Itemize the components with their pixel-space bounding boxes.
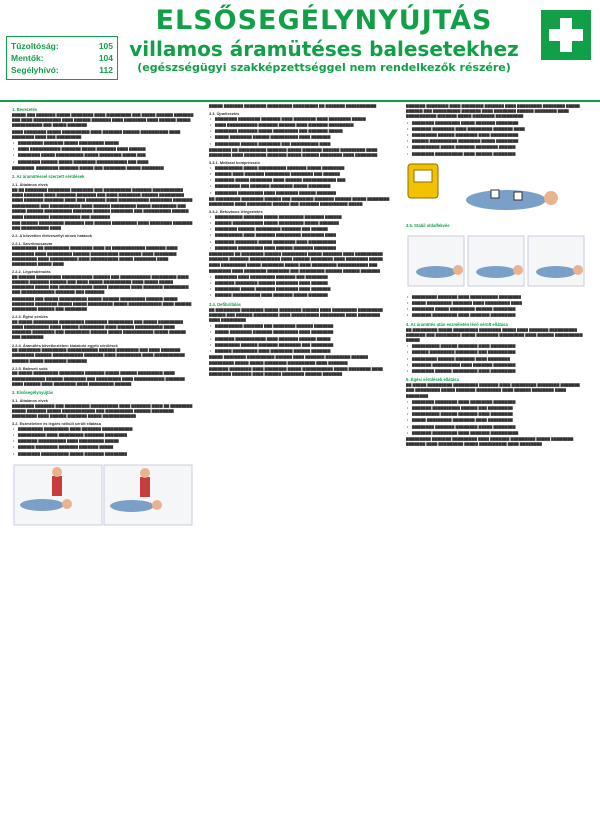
section-heading: 3.4. Defibrillálás (209, 301, 241, 307)
phone-row-ambulance (11, 52, 113, 64)
subsection-heading: 2.1. Általános elvek (12, 182, 48, 188)
phone-label: Mentők: (11, 53, 44, 63)
subsection-heading: 3.3.2. Befúvásos lélegeztetés (209, 209, 263, 215)
title-line-1: ELSŐSEGÉLYNYÚJTÁS (155, 5, 493, 36)
phone-row-emergency (11, 64, 113, 76)
poster-title (118, 6, 530, 75)
section-heading: 4. Az áramütés után eszméletén lévő sérült ellátása (406, 321, 508, 327)
figure-row (406, 160, 588, 220)
recovery-position-illustration (406, 232, 588, 292)
column-2: ▇▇▇▇▇ ▇▇▇▇▇▇▇ ▇▇▇▇▇▇▇▇ ▇▇▇▇▇▇▇▇▇ ▇▇▇▇▇▇▇▇▇ ▇▇ ▇▇▇▇▇▇▇ ▇▇▇▇▇▇▇▇▇▇▇ 3.3. Újraélesztés • ▇▇▇▇▇▇▇▇ ▇▇▇▇▇▇▇▇ ▇▇▇▇▇▇▇ ▇▇▇▇ ▇▇▇▇▇▇▇▇ ▇▇▇▇ ▇▇▇▇▇▇▇▇ ▇▇▇▇▇ • ▇▇▇▇ ▇▇▇▇▇▇▇▇▇▇▇ ▇▇▇▇▇▇▇ ▇▇▇▇▇▇ ▇▇▇▇ ▇▇▇▇▇▇▇ ▇▇▇▇▇▇▇▇▇ • ▇▇▇▇▇▇▇▇ ▇▇▇▇▇▇▇ ▇▇▇▇▇ ▇▇▇▇▇▇▇▇▇ ▇▇▇ ▇▇▇▇▇▇▇ ▇▇▇▇▇ • ▇▇▇▇▇ ▇▇▇▇▇▇▇▇ ▇▇▇▇▇▇ ▇▇▇▇▇▇▇▇▇▇ ▇▇▇▇ ▇▇▇▇▇▇▇ • ▇▇▇▇▇▇▇▇▇ ▇▇▇▇▇▇ ▇▇▇▇▇▇▇▇ ▇▇▇ ▇▇▇▇▇▇▇▇▇▇ ▇▇▇▇ ▇▇▇▇▇▇▇▇ ▇▇ ▇▇▇▇▇▇▇▇▇▇ ▇▇▇▇▇▇▇ ▇▇▇▇▇ ▇▇▇▇▇▇▇ ▇▇▇▇▇▇ ▇▇▇▇▇▇▇▇▇ ▇▇▇▇ ▇▇▇▇▇▇▇▇ ▇▇▇▇ ▇▇▇▇▇▇▇▇ ▇▇▇▇▇▇▇ ▇▇▇▇▇ ▇▇▇▇▇▇ ▇▇▇▇▇▇▇▇ ▇▇▇▇ ▇▇▇▇▇▇▇▇ 3.3.1. Mellkasi kompresszió • ▇▇▇▇▇▇▇▇▇▇ ▇▇▇▇▇ ▇▇▇▇▇▇▇▇▇▇ ▇▇▇▇▇▇▇ ▇▇▇▇▇ ▇▇▇▇▇▇▇▇ • ▇▇▇▇▇▇ ▇▇▇▇ ▇▇▇▇▇▇▇ ▇▇▇▇▇▇▇▇▇ ▇▇▇▇▇▇▇▇ ▇▇▇ ▇▇▇▇▇▇ • ▇▇▇▇▇▇▇ ▇▇▇▇▇ ▇▇▇▇▇▇▇▇ ▇▇▇▇ ▇▇▇▇▇▇ ▇▇▇▇▇▇▇▇▇▇▇▇ ▇▇▇ • ▇▇▇▇▇▇▇▇▇ ▇▇▇ ▇▇▇▇▇▇▇ ▇▇▇▇▇▇▇▇ ▇▇▇▇▇ ▇▇▇▇▇▇▇▇ • ▇▇▇▇▇▇▇▇ ▇▇▇▇▇▇▇▇▇ ▇▇▇▇ ▇▇▇▇▇▇▇▇ ▇▇▇▇▇▇ ▇▇▇▇▇▇▇ ▇▇ ▇▇▇▇▇▇▇▇▇ ▇▇▇▇▇▇▇▇ ▇▇▇▇▇▇ ▇▇▇ ▇▇▇▇▇▇▇▇ ▇▇▇▇▇▇▇ ▇▇▇▇▇▇ ▇▇▇▇▇ ▇▇▇▇▇▇▇▇ ▇▇▇▇▇▇▇▇▇ ▇▇▇▇ ▇▇▇▇▇▇▇▇▇ ▇▇▇▇▇▇ ▇▇▇ ▇▇▇▇▇▇▇ ▇▇▇▇▇▇▇▇▇▇ ▇▇▇▇▇ 3.3.2. Befúvásos lélegeztetés • ▇▇▇▇▇▇▇▇▇▇ ▇▇▇▇▇▇▇ ▇▇▇▇▇ ▇▇▇▇▇▇▇▇▇ ▇▇▇▇▇▇▇ ▇▇▇▇▇▇ • ▇▇▇▇▇▇ ▇▇▇▇▇▇▇▇▇▇▇ ▇▇▇▇▇ ▇▇▇▇▇▇▇▇▇ ▇▇▇▇▇ ▇▇▇▇▇▇▇ • ▇▇▇▇▇▇▇▇ ▇▇▇▇▇▇ ▇▇▇▇▇▇▇▇▇ ▇▇▇▇▇▇▇ ▇▇▇ ▇▇▇▇▇▇ • ▇▇▇▇▇▇▇▇▇▇ ▇▇▇▇ ▇▇▇▇▇▇▇ ▇▇▇▇▇▇▇▇▇ ▇▇▇▇▇▇▇▇ ▇▇▇▇ • ▇▇▇▇▇▇▇ ▇▇▇▇▇▇▇▇ ▇▇▇▇▇ ▇▇▇▇▇▇▇▇ ▇▇▇▇ ▇▇▇▇▇▇▇▇▇▇ • ▇▇▇▇▇▇▇▇ ▇▇▇▇▇▇▇▇▇ ▇▇▇▇ ▇▇▇▇▇▇ ▇▇▇▇▇▇▇ ▇▇▇▇▇▇▇▇ ▇▇▇▇▇▇▇▇▇ ▇▇ ▇▇▇▇▇▇▇▇ ▇▇▇▇▇▇ ▇▇▇▇▇▇▇▇▇ ▇▇▇▇▇ ▇▇▇▇▇▇▇ ▇▇▇▇ ▇▇▇▇▇▇▇▇▇▇ ▇▇▇▇▇▇▇ ▇▇▇▇▇▇▇ ▇▇▇▇▇▇▇▇▇▇▇ ▇▇▇▇ ▇▇▇▇▇▇ ▇▇▇▇▇▇▇▇ ▇▇▇▇ ▇▇▇▇▇▇▇▇ ▇▇▇▇▇ ▇▇▇▇ ▇▇▇▇▇▇▇▇▇ ▇▇▇▇▇ ▇▇▇▇▇▇▇▇ ▇▇▇▇▇ ▇▇▇▇ ▇▇▇▇▇▇▇▇▇ ▇▇▇▇▇▇▇▇▇▇▇ ▇▇▇ ▇▇▇▇▇▇▇▇ ▇▇▇▇ ▇▇▇▇▇▇▇▇ ▇▇▇▇▇▇▇▇ ▇▇▇ ▇▇▇▇▇▇▇▇▇ ▇▇▇▇▇▇ ▇▇▇▇▇▇ ▇▇▇▇▇▇▇ • ▇▇▇▇▇▇▇▇ ▇▇▇▇ ▇▇▇▇▇▇▇▇▇ ▇▇▇▇▇▇▇ ▇▇▇ ▇▇▇▇▇▇▇▇ • ▇▇▇▇▇▇▇ ▇▇▇▇▇▇▇▇ ▇▇▇▇▇▇ ▇▇▇▇▇▇▇▇ ▇▇▇▇ ▇▇▇▇▇▇ • ▇▇▇▇▇▇▇▇▇ ▇▇▇▇▇ ▇▇▇▇▇▇▇ ▇▇▇▇▇▇▇▇ ▇▇▇▇ ▇▇▇▇▇▇▇ • ▇▇▇▇▇▇ ▇▇▇▇▇▇▇▇▇▇ ▇▇▇▇ ▇▇▇▇▇▇▇ ▇▇▇▇▇ ▇▇▇▇▇▇▇ 3.4. Defibrillálás ▇▇ ▇▇▇▇▇▇▇▇▇ ▇▇▇▇▇▇▇▇ ▇▇▇▇▇ ▇▇▇▇▇▇▇▇ ▇▇▇▇▇▇ ▇▇▇▇ ▇▇▇▇▇▇▇▇▇ ▇▇▇▇▇▇▇▇▇ ▇▇▇▇▇▇ ▇▇▇ ▇▇▇▇▇▇ ▇▇▇▇▇▇▇▇▇ ▇▇▇▇ ▇▇▇▇▇▇▇▇▇▇ ▇▇▇▇▇▇▇▇▇ ▇▇▇▇ ▇▇▇▇▇▇▇▇ ▇▇▇▇ ▇▇▇▇▇▇▇▇▇ • ▇▇▇▇▇▇▇▇▇▇ ▇▇▇▇▇▇▇ ▇▇▇ ▇▇▇▇▇▇▇▇ ▇▇▇▇▇▇ ▇▇▇▇▇▇▇ • ▇▇▇▇▇ ▇▇▇▇▇▇▇▇ ▇▇▇▇▇▇▇ ▇▇▇▇▇▇▇▇▇ ▇▇▇▇ ▇▇▇▇▇▇▇▇ • ▇▇▇▇▇▇▇ ▇▇▇▇▇▇▇▇▇▇▇ ▇▇▇▇ ▇▇▇▇▇▇▇ ▇▇▇▇▇▇ ▇▇▇▇▇ • ▇▇▇▇▇▇▇▇▇ ▇▇▇▇▇▇ ▇▇▇▇▇▇▇ ▇▇▇▇▇▇▇▇ ▇▇▇ ▇▇▇▇▇▇▇▇ • ▇▇▇▇▇▇ ▇▇▇▇▇▇▇▇▇ ▇▇▇▇ ▇▇▇▇▇▇▇▇ ▇▇▇▇▇▇ ▇▇▇▇▇▇▇ ▇▇▇▇▇ ▇▇▇▇▇▇▇▇ ▇▇▇▇▇▇▇▇▇▇ ▇▇▇▇▇▇ ▇▇▇▇ ▇▇▇▇▇▇▇ ▇▇▇▇▇▇▇▇▇ ▇▇▇▇▇▇ ▇▇▇▇▇▇▇▇▇ ▇▇▇▇▇ ▇▇▇▇▇ ▇▇▇▇▇▇▇▇ ▇▇▇▇▇▇▇▇▇▇ ▇▇▇▇ ▇▇▇▇▇▇▇ ▇▇▇▇▇▇▇ ▇▇▇▇▇▇▇▇ ▇▇▇▇ ▇▇▇▇▇▇▇▇ ▇▇▇▇▇ ▇▇▇▇▇▇▇▇▇▇▇ ▇▇▇▇▇ ▇▇▇▇▇▇▇▇ ▇▇▇▇ ▇▇▇▇▇▇▇▇ ▇▇▇▇▇▇▇ ▇▇▇▇ ▇▇▇▇▇▇ ▇▇▇▇▇▇▇▇ ▇▇▇▇▇▇ ▇▇▇▇▇▇▇ (209, 104, 391, 832)
subsection-heading: 2.2.1. Szívritmuszavar (12, 240, 53, 246)
subsection-heading: 3.3.1. Mellkasi kompresszió (209, 160, 260, 166)
section-heading: 1. Bevezetés (12, 107, 38, 112)
subsection-heading: 2.2. A közvetlen életveszélyt okozó hatások (12, 233, 92, 239)
subsection-heading: 2.2.5. Baleseti sokk (12, 365, 48, 371)
subsection-heading: 3.3. Újraélesztés (209, 111, 240, 117)
section-heading: 3.5. Stabil oldalfekvés (406, 222, 450, 228)
defibrillator-illustration (406, 160, 588, 220)
column-3: ▇▇▇▇▇▇▇ ▇▇▇▇▇▇▇▇ ▇▇▇▇ ▇▇▇▇▇▇▇▇ ▇▇▇▇▇▇▇ ▇▇▇▇ ▇▇▇▇▇▇▇▇▇ ▇▇▇▇▇▇▇▇ ▇▇▇▇▇ ▇▇▇▇▇▇ ▇▇▇ ▇▇▇▇▇▇▇▇▇▇ ▇▇▇▇▇▇▇ ▇▇▇▇ ▇▇▇▇▇▇▇▇ ▇▇▇▇▇▇ ▇▇▇▇▇▇▇▇ ▇▇▇▇ ▇▇▇▇▇▇▇▇▇▇▇ ▇▇▇▇▇▇▇ ▇▇▇▇▇ ▇▇▇▇▇▇▇▇ ▇▇▇▇▇▇▇▇▇▇ • ▇▇▇▇▇▇▇▇ ▇▇▇▇▇▇▇▇▇ ▇▇▇▇▇ ▇▇▇▇▇▇▇ ▇▇▇▇▇▇▇▇ • ▇▇▇▇▇▇▇ ▇▇▇▇▇▇▇▇ ▇▇▇▇ ▇▇▇▇▇▇▇▇▇ ▇▇▇▇▇▇▇ ▇▇▇▇ • ▇▇▇▇▇▇▇▇▇ ▇▇▇▇▇▇ ▇▇▇▇▇▇▇▇ ▇▇▇▇ ▇▇▇▇▇▇▇▇▇▇ • ▇▇▇▇▇▇ ▇▇▇▇▇▇▇▇▇▇ ▇▇▇▇▇▇▇▇ ▇▇▇▇▇ ▇▇▇▇▇▇▇▇ • ▇▇▇▇▇▇▇▇▇▇ ▇▇▇▇▇ ▇▇▇▇▇▇▇ ▇▇▇▇▇▇▇▇ ▇▇▇▇▇▇ • ▇▇▇▇▇▇▇▇ ▇▇▇▇▇▇▇▇▇▇ ▇▇▇▇ ▇▇▇▇▇▇ ▇▇▇▇▇▇▇▇ 3.5. Stabil oldalfekvés • ▇▇▇▇▇▇▇▇▇ ▇▇▇▇▇▇▇ ▇▇▇▇ ▇▇▇▇▇▇▇▇▇▇ ▇▇▇▇▇▇▇▇ • ▇▇▇▇▇ ▇▇▇▇▇▇▇▇▇ ▇▇▇▇▇▇▇ ▇▇▇▇ ▇▇▇▇▇▇▇▇▇ ▇▇▇▇ • ▇▇▇▇▇▇▇▇ ▇▇▇▇▇ ▇▇▇▇▇▇▇▇▇ ▇▇▇▇▇▇ ▇▇▇▇▇▇▇▇ • ▇▇▇▇▇▇▇ ▇▇▇▇▇▇▇▇▇ ▇▇▇▇ ▇▇▇▇▇▇▇ ▇▇▇▇▇▇▇▇▇ 4. Az áramütés után eszméletén lévő sérült ellátása ▇▇ ▇▇▇▇▇▇▇▇▇ ▇▇▇▇▇ ▇▇▇▇▇▇▇▇▇ ▇▇▇▇▇▇▇▇ ▇▇▇▇▇ ▇▇▇▇ ▇▇▇▇▇▇▇ ▇▇▇▇▇▇▇▇▇▇ ▇▇▇▇▇▇▇ ▇▇▇ ▇▇▇▇▇▇▇▇▇ ▇▇▇▇▇ ▇▇▇▇▇▇▇▇ ▇▇▇▇▇▇▇▇▇ ▇▇▇▇ ▇▇▇▇▇▇ ▇▇▇▇▇▇▇▇▇▇ ▇▇▇▇▇ • ▇▇▇▇▇▇▇▇▇▇ ▇▇▇▇▇▇ ▇▇▇▇▇▇▇ ▇▇▇▇ ▇▇▇▇▇▇▇▇▇ • ▇▇▇▇▇▇ ▇▇▇▇▇▇▇▇▇ ▇▇▇▇▇▇▇▇ ▇▇▇ ▇▇▇▇▇▇▇▇▇▇ • ▇▇▇▇▇▇▇▇▇ ▇▇▇▇▇▇ ▇▇▇▇▇▇▇ ▇▇▇▇ ▇▇▇▇▇▇▇▇ • ▇▇▇▇▇▇▇ ▇▇▇▇▇▇▇▇▇▇ ▇▇▇▇ ▇▇▇▇▇▇▇ ▇▇▇▇▇▇▇▇ • ▇▇▇▇▇▇▇▇ ▇▇▇▇▇▇ ▇▇▇▇▇▇▇▇▇ ▇▇▇▇ ▇▇▇▇▇▇▇▇▇ 5. Égési sérülések ellátása ▇▇ ▇▇▇▇▇ ▇▇▇▇▇▇▇▇▇ ▇▇▇▇▇▇▇▇▇ ▇▇▇▇▇▇▇ ▇▇▇▇ ▇▇▇▇▇▇▇▇▇ ▇▇▇▇▇▇▇▇ ▇▇▇▇▇▇▇ ▇▇▇ ▇▇▇▇▇▇▇▇▇ ▇▇▇▇▇ ▇▇▇▇▇▇▇ ▇▇▇▇▇▇▇▇▇ ▇▇▇▇ ▇▇▇▇▇▇ ▇▇▇▇▇▇▇▇ ▇▇▇▇ ▇▇▇▇▇▇▇▇ • ▇▇▇▇▇▇▇▇ ▇▇▇▇▇▇▇▇ ▇▇▇▇ ▇▇▇▇▇▇▇▇ ▇▇▇▇▇▇▇▇ • ▇▇▇▇▇▇▇ ▇▇▇▇▇▇▇▇▇▇ ▇▇▇▇▇▇ ▇▇▇ ▇▇▇▇▇▇▇▇▇ • ▇▇▇▇▇▇▇▇▇▇ ▇▇▇▇▇▇ ▇▇▇▇▇▇▇ ▇▇▇▇ ▇▇▇▇▇▇▇▇ • ▇▇▇▇▇ ▇▇▇▇▇▇▇▇▇ ▇▇▇▇▇▇▇▇ ▇▇▇▇ ▇▇▇▇▇▇▇▇▇ • ▇▇▇▇▇▇▇▇ ▇▇▇▇▇▇▇ ▇▇▇▇▇▇▇▇ ▇▇▇▇▇ ▇▇▇▇▇▇▇▇ • ▇▇▇▇▇▇▇ ▇▇▇▇▇▇▇▇▇ ▇▇▇▇ ▇▇▇▇▇▇▇ ▇▇▇▇▇▇▇▇▇▇ ▇▇▇▇▇▇▇▇▇ ▇▇▇▇▇▇▇ ▇▇▇▇▇▇▇▇▇ ▇▇▇▇ ▇▇▇▇▇▇▇ ▇▇▇▇▇▇▇▇▇ ▇▇▇▇▇ ▇▇▇▇▇▇▇▇ ▇▇▇▇▇▇▇ ▇▇▇▇ ▇▇▇▇▇▇▇▇▇ ▇▇▇▇▇ ▇▇▇▇▇▇▇▇▇▇ ▇▇▇▇ ▇▇▇▇▇▇▇▇ (406, 104, 588, 832)
phone-row-fire (11, 40, 113, 52)
column-1: 1. Bevezetés ▇▇▇▇▇ ▇▇▇ ▇▇▇▇▇▇▇ ▇▇▇▇▇ ▇▇▇▇▇▇▇▇ ▇▇▇▇ ▇▇▇▇▇▇▇▇▇ ▇▇▇ ▇▇▇▇▇ ▇▇▇▇▇▇ ▇▇▇▇▇▇▇ ▇▇▇ ▇▇▇▇ ▇▇▇▇▇▇▇▇▇▇ ▇▇▇▇ ▇▇▇▇▇▇ ▇▇▇▇▇▇▇ ▇▇▇▇ ▇▇▇▇▇▇▇▇ ▇▇▇▇ ▇▇▇▇▇▇ ▇▇▇▇▇ ▇▇▇▇▇▇▇▇▇▇▇ ▇▇▇ ▇▇▇▇▇ ▇▇▇▇▇▇▇ ▇▇▇▇ ▇▇▇▇▇▇▇▇ ▇▇▇▇▇ ▇▇▇▇▇▇▇▇▇▇ ▇▇▇▇ ▇▇▇▇▇▇▇ ▇▇▇▇▇▇ ▇▇▇▇▇▇▇▇▇▇ ▇▇▇▇ ▇▇▇▇▇▇▇▇ ▇▇▇▇ ▇▇▇ ▇▇▇▇▇▇▇▇▇ • ▇▇▇▇▇▇▇▇▇ ▇▇▇▇▇▇▇ ▇▇▇▇▇ ▇▇▇▇▇▇▇▇▇ ▇▇▇▇▇ • ▇▇▇▇ ▇▇▇▇▇▇▇▇▇▇▇ ▇▇▇▇▇▇▇ ▇▇▇▇▇ ▇▇▇▇▇▇▇ ▇▇▇▇ ▇▇▇▇▇▇ • ▇▇▇▇▇▇▇▇ ▇▇▇▇▇ ▇▇▇▇▇▇▇▇▇▇ ▇▇▇▇▇ ▇▇▇▇▇▇▇▇ ▇▇▇▇▇ ▇▇▇ • ▇▇▇▇▇▇▇▇ ▇▇▇▇▇▇ ▇▇▇▇▇ ▇▇▇▇▇▇▇▇ ▇▇▇▇▇▇▇▇▇▇▇ ▇▇▇ ▇▇▇▇ ▇▇▇▇▇▇▇▇: ▇▇▇▇▇▇▇▇ ▇▇▇▇▇▇▇ ▇▇▇▇▇ ▇▇▇ ▇▇▇▇▇▇▇▇ ▇▇▇▇▇ ▇▇▇▇▇▇▇▇ 2. Az áramütéssel szerzett sérülések 2.1. Általános elvek ▇▇ ▇▇ ▇▇▇▇▇▇▇▇ ▇▇▇▇▇▇▇▇ ▇▇▇▇▇▇▇▇ ▇▇▇ ▇▇▇▇▇▇▇▇▇▇ ▇▇▇▇▇▇▇ ▇▇▇▇▇▇▇▇▇▇▇ ▇▇▇▇ ▇▇▇▇▇▇▇ ▇▇▇▇ ▇▇▇▇▇▇▇ ▇▇▇▇▇▇▇ ▇▇▇ ▇▇▇▇ ▇▇▇▇▇▇▇▇ ▇▇▇▇▇▇ ▇▇▇▇▇▇▇▇▇ ▇▇▇▇ ▇▇▇▇▇▇▇ ▇▇▇▇▇▇▇ ▇▇▇▇ ▇▇▇ ▇▇▇▇▇▇▇ ▇▇▇▇ ▇▇▇▇▇▇▇▇▇▇▇ ▇▇▇▇▇▇▇▇ ▇▇▇▇▇▇▇ ▇▇▇▇▇▇▇▇▇▇ ▇▇▇ ▇▇▇▇▇▇▇▇▇▇▇ ▇▇▇▇ ▇▇▇▇▇▇ ▇▇▇▇▇▇▇▇▇ ▇▇▇▇▇ ▇▇▇▇▇▇▇▇▇ ▇▇▇ ▇▇▇▇▇ ▇▇▇▇▇▇ ▇▇▇▇▇▇▇▇▇▇ ▇▇▇▇▇▇▇ ▇▇▇▇▇▇ ▇▇▇▇▇▇▇▇ ▇▇▇ ▇▇▇▇▇▇▇▇▇▇ ▇▇▇▇▇▇ ▇▇▇▇ ▇▇▇▇▇▇▇▇▇ ▇▇▇▇▇▇▇▇▇▇▇ ▇▇▇ ▇▇▇▇▇▇▇ ▇▇▇ ▇▇▇▇▇▇ ▇▇▇▇▇▇▇▇▇ ▇▇▇▇▇▇▇ ▇▇▇ ▇▇▇▇▇▇ ▇▇▇▇▇▇▇▇▇ ▇▇▇▇ ▇▇▇▇▇▇▇▇ ▇▇▇▇▇▇▇ ▇▇▇ ▇▇▇▇▇▇▇▇▇▇ ▇▇▇▇ 2.2. A közvetlen életveszélyt okozó hatások 2.2.1. Szívritmuszavar ▇▇▇▇▇▇▇▇▇ ▇▇ ▇▇▇▇▇▇▇▇▇ ▇▇▇▇▇▇▇▇ ▇▇▇▇ ▇▇ ▇▇▇▇▇▇▇▇▇▇▇▇ ▇▇▇▇▇▇▇ ▇▇▇▇ ▇▇▇▇▇▇▇▇ ▇▇▇▇ ▇▇▇▇▇▇▇▇▇ ▇▇▇▇▇▇ ▇▇▇▇▇▇▇▇▇▇ ▇▇▇▇▇▇▇▇ ▇▇▇▇ ▇▇▇▇▇▇▇▇ ▇▇▇▇▇▇▇▇▇ ▇▇▇▇ ▇▇▇▇▇▇▇▇▇▇ ▇▇▇▇ ▇▇▇▇▇▇▇▇▇▇ ▇▇▇▇▇ ▇▇▇▇▇▇▇▇ ▇▇▇▇ ▇▇▇▇▇▇▇▇▇ ▇▇▇▇▇ ▇▇▇▇ 2.2.2. Légzésbénulás ▇▇ ▇▇▇▇▇▇ ▇▇▇▇▇▇▇▇▇ ▇▇▇▇▇▇▇▇▇▇▇ ▇▇▇▇▇▇ ▇▇▇ ▇▇▇▇▇▇▇▇▇▇▇ ▇▇▇▇▇▇▇▇▇ ▇▇▇▇ ▇▇▇▇▇▇ ▇▇▇▇▇▇▇ ▇▇▇▇▇▇ ▇▇▇ ▇▇▇▇ ▇▇▇▇▇ ▇▇▇▇▇▇▇▇▇▇ ▇▇▇▇ ▇▇▇▇▇ ▇▇▇▇▇ ▇▇▇▇▇▇▇▇ ▇▇▇▇▇ ▇▇▇ ▇▇▇▇▇▇▇▇▇▇▇▇ ▇▇▇▇▇ ▇▇▇▇▇▇▇▇ ▇▇▇▇ ▇▇▇▇▇▇▇ ▇▇▇▇▇▇▇▇▇ ▇▇▇ ▇▇▇▇▇▇▇▇▇▇▇▇ ▇▇▇▇▇▇▇ ▇▇▇ ▇▇▇▇▇▇▇ ▇▇▇▇▇▇▇▇ ▇▇▇ ▇▇▇▇▇ ▇▇▇▇▇▇▇▇▇▇ ▇▇▇▇▇ ▇▇▇▇▇▇ ▇▇▇▇▇▇▇▇▇ ▇▇▇▇▇▇ ▇▇▇▇▇ ▇▇▇▇▇▇▇▇ ▇▇▇▇▇▇▇▇ ▇▇▇▇▇ ▇▇▇▇▇ ▇▇▇▇▇▇▇▇▇ ▇▇▇▇▇ ▇▇▇▇▇▇▇▇▇▇▇▇ ▇▇▇▇ ▇▇▇▇▇▇ ▇▇▇▇▇▇▇▇▇ ▇▇▇▇▇▇ ▇▇▇ ▇▇▇▇▇▇▇▇ 2.2.3. Égési sérülés ▇▇ ▇▇▇▇▇ ▇▇▇▇▇▇▇▇▇ ▇▇▇▇▇▇▇▇▇ ▇▇▇▇▇▇▇▇ ▇▇▇▇▇▇▇▇▇ ▇▇▇ ▇▇▇▇▇ ▇▇▇▇▇▇▇▇▇ ▇▇▇▇ ▇▇▇▇▇▇▇▇▇ ▇▇▇▇ ▇▇▇▇▇▇ ▇▇▇▇▇▇▇▇▇ ▇▇▇▇ ▇▇▇▇▇▇ ▇▇▇▇▇▇▇▇▇▇ ▇▇▇▇ ▇▇▇▇▇▇▇ ▇▇▇▇▇▇▇▇ ▇▇▇ ▇▇▇▇▇▇▇▇▇ ▇▇▇▇▇▇ ▇▇▇▇▇ ▇▇▇▇▇▇▇▇▇▇▇ ▇▇▇▇▇ ▇▇▇▇▇▇ ▇▇▇ ▇▇▇▇▇▇▇▇ 2.2.4. Áramütés következtében kialakuló egyéb sérülések ▇▇ ▇▇▇▇▇▇▇▇ ▇▇▇▇▇▇▇▇▇ ▇▇▇▇▇▇▇▇▇▇▇ ▇▇▇▇▇▇ ▇▇▇▇▇▇▇▇ ▇▇▇ ▇▇▇▇ ▇▇▇▇▇▇▇ ▇▇▇▇▇▇▇▇ ▇▇▇▇▇▇ ▇▇▇▇▇▇▇▇▇▇▇ ▇▇▇▇▇▇▇ ▇▇▇▇ ▇▇▇▇▇▇▇▇▇ ▇▇▇▇ ▇▇▇▇▇▇▇▇▇▇▇ ▇▇▇▇▇▇ ▇▇▇▇▇ ▇▇▇▇▇▇▇▇ ▇▇▇▇▇▇▇ 2.2.5. Baleseti sokk ▇▇ ▇▇▇▇▇ ▇▇▇▇▇▇▇▇▇ ▇▇▇▇▇▇▇▇▇ ▇▇▇▇▇▇▇ ▇▇▇▇▇ ▇▇▇▇▇▇ ▇▇▇▇▇▇▇▇▇ ▇▇▇▇ ▇▇▇▇▇▇▇▇▇▇▇▇ ▇▇▇▇▇▇ ▇▇▇▇▇▇▇▇ ▇▇▇ ▇▇▇▇▇▇▇▇▇ ▇▇▇▇ ▇▇▇▇▇▇▇▇▇▇▇ ▇▇▇▇▇▇▇ ▇▇▇▇ ▇▇▇▇▇▇ ▇▇▇▇ ▇▇▇▇▇▇▇▇ ▇▇▇▇ ▇▇▇▇▇▇▇▇▇ ▇▇▇▇▇▇ 3. Elsősegélynyújtás 3.1. Általános elvek ▇▇▇▇▇▇▇▇ ▇▇▇▇▇▇▇ ▇▇▇ ▇▇▇▇▇▇▇▇▇ ▇▇▇▇▇▇▇▇▇▇ ▇▇▇▇ ▇▇▇▇▇▇▇ ▇▇▇▇ ▇▇ ▇▇▇▇▇▇▇▇ ▇▇▇▇▇ ▇▇▇▇▇▇▇ ▇▇▇▇▇ ▇▇▇▇▇▇▇▇▇▇▇▇ ▇▇▇ ▇▇▇▇▇▇▇▇▇▇ ▇▇▇▇▇▇ ▇▇▇▇▇▇▇▇ ▇▇▇▇▇▇▇▇▇ ▇▇▇▇ ▇▇▇▇▇▇ ▇▇▇▇▇▇▇ ▇▇▇▇▇ ▇▇▇▇▇▇▇▇▇▇▇▇ 3.2. Eszméletlen és légzés nélküli sérült ellátása • ▇▇▇▇▇▇▇▇▇ ▇▇▇▇▇▇▇▇▇ ▇▇▇▇ ▇▇▇▇▇▇▇ ▇▇▇▇▇▇▇▇▇▇▇ • ▇▇▇▇▇▇▇▇▇▇ ▇▇▇▇ ▇▇▇▇▇▇▇▇▇ ▇▇▇▇▇▇▇ ▇▇▇▇▇▇▇▇ • ▇▇▇▇▇▇▇ ▇▇▇▇▇▇▇▇▇▇ ▇▇▇▇ ▇▇▇▇▇▇▇▇▇ ▇▇▇▇▇ • ▇▇▇▇▇▇ ▇▇▇▇▇▇▇▇ ▇▇▇▇▇▇▇ ▇▇▇▇▇▇▇ ▇▇▇▇▇ • ▇▇▇▇▇▇▇▇ ▇▇▇▇▇▇▇▇▇▇ ▇▇▇▇▇ ▇▇▇▇▇▇▇ ▇▇▇▇▇▇▇▇ (12, 104, 194, 832)
subsection-heading: 3.1. Általános elvek (12, 398, 48, 404)
phone-label: Segélyhívó: (11, 65, 59, 75)
cpr-figures-illustration (12, 460, 194, 530)
figure-row (406, 232, 588, 292)
subsection-heading: 2.2.2. Légzésbénulás (12, 269, 51, 275)
section-heading: 5. Égési sérülések ellátása (406, 377, 459, 383)
subsection-heading: 2.2.4. Áramütés következtében kialakuló egyéb sérülések (12, 342, 118, 348)
subsection-heading: 3.2. Eszméletlen és légzés nélküli sérült ellátása (12, 421, 101, 427)
header (0, 0, 600, 102)
phone-number: 112 (99, 65, 113, 75)
title-line-2: villamos áramütéses balesetekhez (129, 37, 519, 61)
first-aid-cross-icon (541, 10, 591, 60)
figure-row (12, 460, 194, 530)
section-heading: 2. Az áramütéssel szerzett sérülések (12, 174, 85, 180)
section-heading: 3. Elsősegélynyújtás (12, 390, 54, 396)
phone-number: 105 (98, 41, 113, 51)
emergency-phones (6, 36, 118, 80)
subsection-heading: 2.2.3. Égési sérülés (12, 314, 48, 320)
phone-number: 104 (98, 53, 113, 63)
phone-label: Tűzoltóság: (11, 41, 59, 51)
title-line-3: (egészségügyi szakképzettséggel nem rendelkezők részére) (137, 61, 511, 74)
